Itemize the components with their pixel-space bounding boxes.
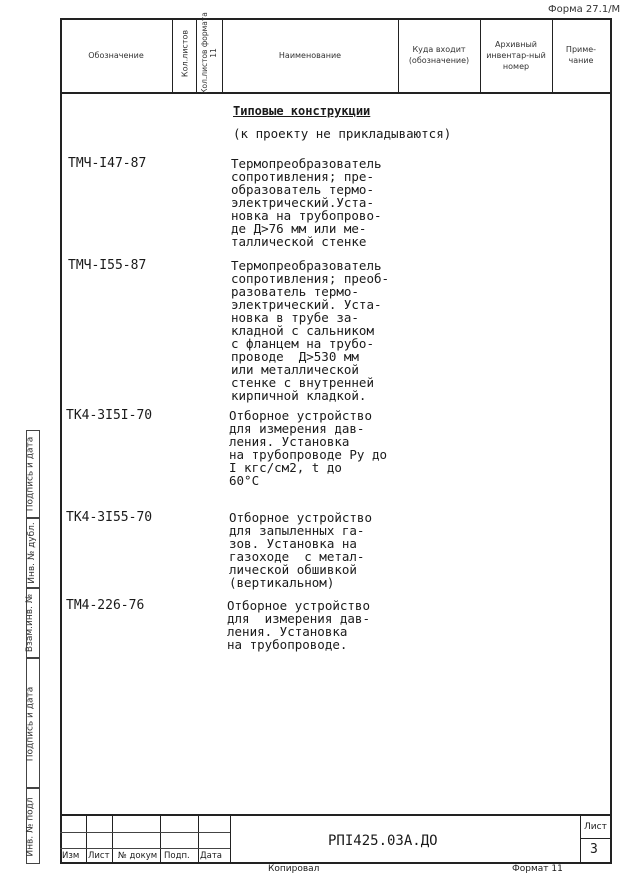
sheet-label: Лист [584, 822, 607, 832]
entry-description: Отборное устройство для измерения дав- ления. Установка на трубопроводе. [227, 598, 370, 652]
entry-description: Термопреобразователь сопротивления; пре- образователь термо- электрический.Уста- новка на трубопрово- де Д>76 мм или ме- таллической стенке [231, 156, 382, 249]
side-cell-podpis-data-2 [26, 430, 40, 518]
entry-code: ТК4-3I55-70 [66, 510, 153, 525]
document-designation: РПI425.03А.ДО [328, 833, 438, 849]
header-kuda-vkhodit: Куда входит (обозначение) [408, 45, 470, 65]
entry-code: ТМЧ-I47-87 [68, 156, 147, 171]
footer-format: Формат 11 [512, 864, 563, 874]
table-header [60, 12, 612, 94]
side-cell-podpis-data [26, 658, 40, 788]
header-primechanie: Приме-чание [565, 45, 597, 65]
entry-code: ТМЧ-I55-87 [68, 258, 147, 273]
header-kol-listov-format-cell [196, 12, 222, 94]
section-subtitle: (к проекту не прикладываются) [233, 126, 452, 141]
header-naimenovanie: Наименование [278, 50, 342, 60]
form-number-label: Форма 27.1/М [548, 4, 621, 15]
stamp-col-ndokum: № докум [118, 851, 158, 861]
entry-description: Отборное устройство для измерения дав- ления. Установка на трубопроводе Ру до I кгс/см2, t до 60°С [229, 408, 388, 488]
header-oboznachenie: Обозначение [88, 50, 144, 60]
side-label-podpis-data-2: Подпись и дата [25, 436, 36, 512]
side-cell-vzam-inv [26, 588, 40, 658]
entry-description: Отборное устройство для запыленных га- зов. Установка на газоходе с метал- лической обшивкой (вертикальном) [229, 510, 372, 590]
entry-description: Термопреобразователь сопротивления; преоб- разователь термо- электрический. Уста- новка в трубе за- кладной с сальником с фланцем на трубо- проводе Д>530 мм или металлической стенке с внутренней кирпичной кладкой. [231, 258, 390, 403]
section-title: Типовые конструкции [233, 104, 371, 118]
header-kol-listov-format: Кол.листов формата 11 [200, 12, 218, 94]
side-label-inv-podl: Инв. № подл [25, 797, 36, 857]
side-label-inv-dubl: Инв. № дубл. [26, 522, 37, 584]
stamp-col-list: Лист [88, 851, 110, 861]
sheet-number: 3 [590, 842, 598, 857]
entry-code: ТМ4-226-76 [66, 598, 145, 613]
footer-copied: Копировал [268, 864, 320, 874]
stamp-col-izm: Изм [62, 851, 80, 861]
stamp-col-data: Дата [200, 851, 223, 861]
side-label-vzam-inv: Взам.инв. № [25, 593, 36, 653]
header-kol-listov: Кол.листов [180, 29, 190, 78]
header-arkhivnyi-nomer: Архивный инвентар-ный номер [486, 39, 546, 71]
side-cell-inv-dubl [26, 518, 40, 588]
title-block [60, 814, 612, 864]
side-label-podpis-data: Подпись и дата [25, 686, 36, 762]
header-kol-listov-cell [172, 18, 196, 92]
stamp-col-podp: Подп. [164, 851, 190, 861]
side-cell-inv-podl [26, 788, 40, 864]
entry-code: ТК4-3I5I-70 [66, 408, 153, 423]
